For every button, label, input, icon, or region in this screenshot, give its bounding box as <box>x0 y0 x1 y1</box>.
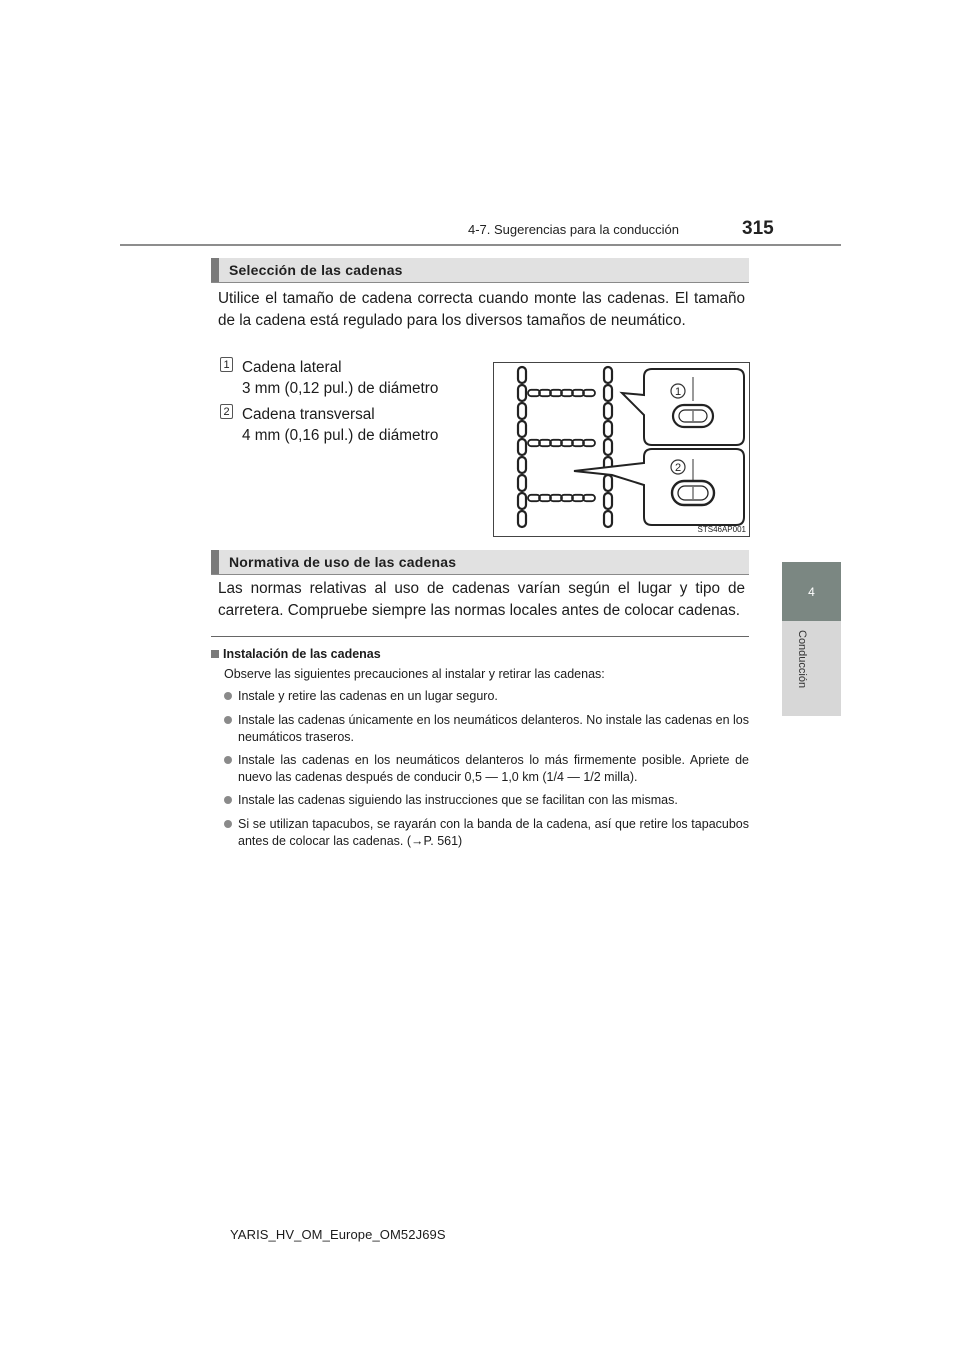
chain-selection-paragraph: Utilice el tamaño de cadena correcta cuando monte las cadenas. El tamaño de la cadena está regulado para los diversos tamaños de neumático. <box>218 290 745 329</box>
bullet-text: Instale las cadenas siguiendo las instrucciones que se facilitan con las mismas. <box>238 793 678 807</box>
chapter-tab-bar <box>782 621 841 716</box>
bullet-icon <box>224 756 232 764</box>
item-name: Cadena lateral <box>242 359 342 376</box>
footer-doc-id: YARIS_HV_OM_Europe_OM52J69S <box>230 1227 446 1242</box>
list-item <box>224 688 749 705</box>
bullet-text: Si se utilizan tapacubos, se rayarán con la banda de la cadena, así que retire los tapacubos antes de colocar las cadenas. (→P. 561) <box>238 817 749 848</box>
page-number: 315 <box>742 218 774 239</box>
installation-intro: Observe las siguientes precauciones al instalar y retirar las cadenas: <box>224 667 605 681</box>
list-item <box>224 752 749 786</box>
bullet-icon <box>224 692 232 700</box>
section-heading-text: Normativa de uso de las cadenas <box>229 554 457 570</box>
bullet-text: Instale y retire las cadenas en un lugar seguro. <box>238 689 498 703</box>
tire-chain-illustration <box>494 363 749 536</box>
header-rule <box>120 244 841 246</box>
bullet-icon <box>224 820 232 828</box>
chain-regulations-paragraph: Las normas relativas al uso de cadenas varían según el lugar y tipo de carretera. Compruebe siempre las normas locales antes de colocar cadenas. <box>218 580 745 619</box>
list-item <box>242 357 438 399</box>
list-item <box>224 792 749 809</box>
list-item <box>224 712 749 746</box>
callout-number: 1 <box>674 386 682 398</box>
square-bullet-icon <box>211 650 219 658</box>
callout-box-2 <box>574 449 744 525</box>
item-spec: 3 mm (0,12 pul.) de diámetro <box>242 380 439 397</box>
item-number-badge: 2 <box>220 404 233 419</box>
bullet-text: Instale las cadenas únicamente en los neumáticos delanteros. No instale las cadenas en los neumáticos traseros. <box>238 713 749 744</box>
bullet-text: Instale las cadenas en los neumáticos delanteros lo más firmemente posible. Apriete de nuevo las cadenas después de conducir 0,5 — 1,0 km (1/4 — 1/2 milla). <box>238 753 749 784</box>
list-item <box>224 816 749 850</box>
figure-code: STS46AP001 <box>697 525 746 534</box>
section-heading-chain-selection <box>211 258 749 282</box>
cross-chain <box>528 390 595 501</box>
item-spec: 4 mm (0,16 pul.) de diámetro <box>242 427 439 444</box>
chapter-label: Conducción <box>796 630 808 689</box>
item-name: Cadena transversal <box>242 406 375 423</box>
chapter-tab <box>782 562 841 621</box>
section-heading-text: Selección de las cadenas <box>229 262 403 278</box>
side-chain-left <box>518 367 526 527</box>
chapter-number: 4 <box>808 584 815 599</box>
section-heading-chain-regulations <box>211 550 749 574</box>
callout-box-1 <box>622 369 744 445</box>
callout-number: 2 <box>674 462 682 474</box>
side-chain-right <box>604 367 612 527</box>
sub-heading-installation <box>211 647 381 661</box>
tire-chain-figure <box>493 362 750 537</box>
bullet-icon <box>224 716 232 724</box>
sub-heading-text: Instalación de las cadenas <box>223 647 381 661</box>
heading-underline <box>211 574 749 575</box>
divider <box>211 636 749 637</box>
list-item <box>242 404 438 446</box>
heading-underline <box>211 282 749 283</box>
section-title: 4-7. Sugerencias para la conducción <box>468 222 680 237</box>
item-number-badge: 1 <box>220 357 233 372</box>
bullet-icon <box>224 796 232 804</box>
